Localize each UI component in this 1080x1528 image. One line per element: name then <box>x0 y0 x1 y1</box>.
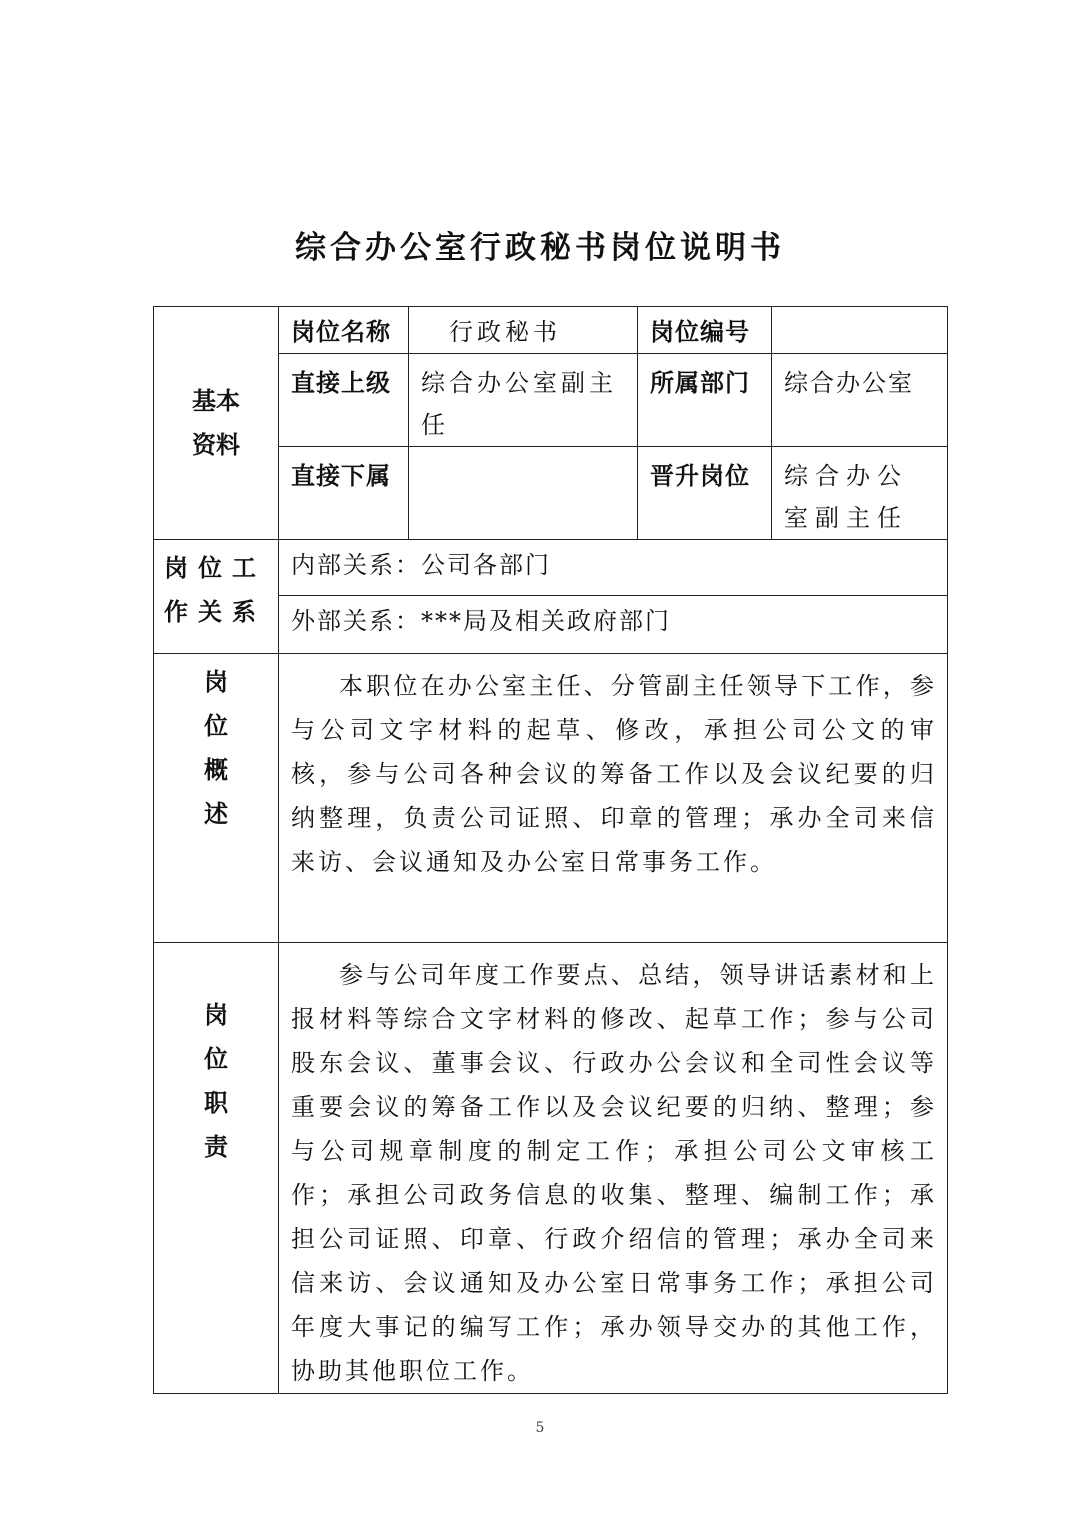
position-name-label: 岗位名称 <box>279 307 409 354</box>
duties-paragraph: 参与公司年度工作要点、总结，领导讲话素材和上报材料等综合文字材料的修改、起草工作；参与公司股东会议、董事会议、行政办公会议和全司性会议等重要会议的筹备工作以及会议纪要的归纳、整理；参与公司规章制度的制定工作；承担公司公文审核工作；承担公司政务信息的收集、整理、编制工作；承担公司证照、印章、行政介绍信的管理；承办全司来信来访、会议通知及办公室日常事务工作；承担公司年度大事记的编写工作；承办领导交办的其他工作，协助其他职位工作。 <box>291 961 937 1385</box>
direct-superior-label: 直接上级 <box>279 354 409 447</box>
department-value: 综合办公室 <box>772 354 948 447</box>
page-number: 5 <box>535 1420 545 1436</box>
position-code-label: 岗位编号 <box>638 307 772 354</box>
overview-section-label: 岗位概述 <box>154 654 279 943</box>
job-description-table <box>153 306 948 1394</box>
department-label: 所属部门 <box>638 354 772 447</box>
document-title: 综合办公室行政秘书岗位说明书 <box>295 230 785 266</box>
direct-subordinate-value <box>409 447 638 540</box>
duties-section-label: 岗位职责 <box>154 943 279 1394</box>
position-code-value <box>772 307 948 354</box>
duties-text <box>279 943 948 1394</box>
promotion-value: 综合办公室副主任 <box>772 447 948 540</box>
promotion-label: 晋升岗位 <box>638 447 772 540</box>
direct-subordinate-label: 直接下属 <box>279 447 409 540</box>
direct-superior-value: 综合办公室副主任 <box>409 354 638 447</box>
overview-text <box>279 654 948 943</box>
overview-paragraph: 本职位在办公室主任、分管副主任领导下工作，参与公司文字材料的起草、修改，承担公司公文的审核，参与公司各种会议的筹备工作以及会议纪要的归纳整理，负责公司证照、印章的管理；承办全司来信来访、会议通知及办公室日常事务工作。 <box>291 672 937 876</box>
basic-info-section-label: 基本资料 <box>154 307 279 540</box>
position-name-value: 行政秘书 <box>409 307 638 354</box>
relations-section-label: 岗位工作关系 <box>154 540 279 654</box>
external-relations: 外部关系：***局及相关政府部门 <box>279 596 948 654</box>
internal-relations: 内部关系：公司各部门 <box>279 540 948 596</box>
